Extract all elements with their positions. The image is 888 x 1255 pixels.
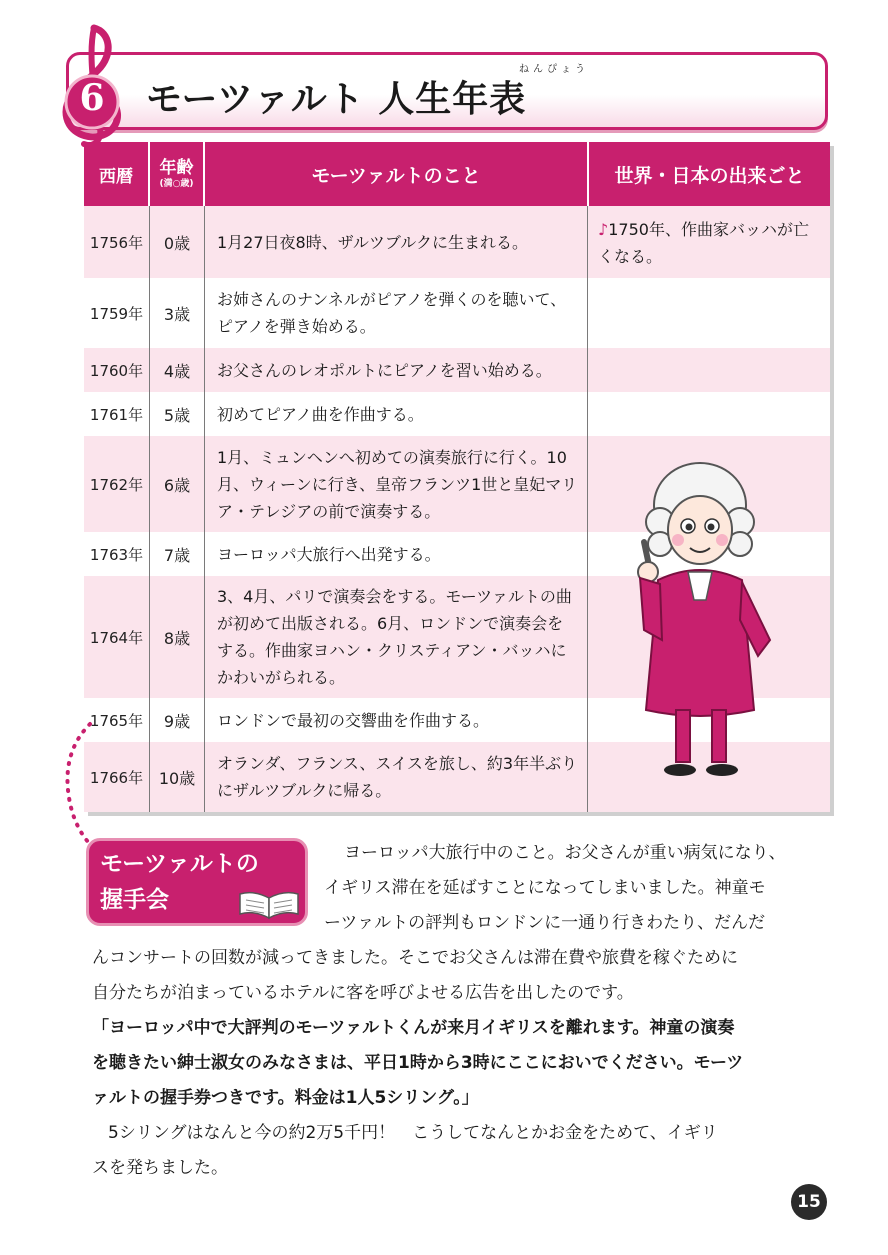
header-world: 世界・日本の出来ごと bbox=[614, 164, 805, 187]
table-row bbox=[84, 742, 588, 812]
page-number: 15 bbox=[791, 1184, 827, 1220]
table-row bbox=[84, 392, 588, 436]
body-line: スを発ちました。 bbox=[92, 1158, 228, 1178]
body-line: イギリス滞在を延ばすことになってしまいました。神童モ bbox=[324, 878, 766, 898]
row-tint bbox=[588, 348, 830, 392]
table-row bbox=[84, 576, 588, 698]
world-event-note bbox=[598, 216, 823, 270]
row-year: 1761年 bbox=[84, 392, 150, 436]
table-row bbox=[84, 532, 588, 576]
row-year: 1756年 bbox=[84, 206, 150, 278]
body-line: ヨーロッパ大旅行中のこと。お父さんが重い病気になり、 bbox=[344, 843, 786, 863]
section-title-line1: モーツァルトの bbox=[100, 851, 259, 877]
row-event: 初めてピアノ曲を作曲する。 bbox=[205, 392, 588, 436]
row-event: オランダ、フランス、スイスを旅し、約3年半ぶりにザルツブルクに帰る。 bbox=[205, 742, 588, 812]
row-event: お姉さんのナンネルがピアノを弾くのを聴いて、ピアノを弾き始める。 bbox=[205, 278, 588, 348]
row-age: 8歳 bbox=[150, 576, 205, 698]
section-title-line2: 握手会 bbox=[100, 887, 169, 913]
chapter-number: 6 bbox=[79, 77, 105, 119]
table-header bbox=[84, 142, 830, 206]
quote-line: ァルトの握手券つきです。料金は1人5シリング。」 bbox=[92, 1088, 479, 1108]
row-year: 1760年 bbox=[84, 348, 150, 392]
header-year: 西暦 bbox=[84, 142, 150, 206]
title-ruby: ねんぴょう bbox=[519, 64, 589, 75]
row-event: ヨーロッパ大旅行へ出発する。 bbox=[205, 532, 588, 576]
row-event: ロンドンで最初の交響曲を作曲する。 bbox=[205, 698, 588, 742]
row-event: 3、4月、パリで演奏会をする。モーツァルトの曲が初めて出版される。6月、ロンドンで演奏会をする。作曲家ヨハン・クリスティアン・バッハにかわいがられる。 bbox=[205, 576, 588, 698]
row-age: 5歳 bbox=[150, 392, 205, 436]
table-row bbox=[84, 206, 588, 278]
body-line: 5シリングはなんと今の約2万5千円！ こうしてなんとかお金をためて、イギリ bbox=[108, 1123, 718, 1143]
mozart-illustration bbox=[630, 460, 800, 790]
table-row bbox=[84, 278, 588, 348]
header-mozart: モーツァルトのこと bbox=[205, 142, 589, 206]
row-event: 1月27日夜8時、ザルツブルクに生まれる。 bbox=[205, 206, 588, 278]
body-line: ーツァルトの評判もロンドンに一通り行きわたり、だんだ bbox=[324, 913, 766, 933]
open-book-icon bbox=[236, 888, 302, 924]
row-event: お父さんのレオポルトにピアノを習い始める。 bbox=[205, 348, 588, 392]
row-year: 1762年 bbox=[84, 436, 150, 532]
row-age: 0歳 bbox=[150, 206, 205, 278]
body-line: んコンサートの回数が減ってきました。そこでお父さんは滞在費や旅費を稼ぐために bbox=[92, 948, 738, 968]
row-year: 1766年 bbox=[84, 742, 150, 812]
table-row bbox=[84, 348, 588, 392]
header-age-note: (満○歳) bbox=[159, 179, 194, 189]
table-row bbox=[84, 698, 588, 742]
page-title: モーツァルト 人生年表 bbox=[146, 79, 527, 120]
row-year: 1764年 bbox=[84, 576, 150, 698]
row-age: 7歳 bbox=[150, 532, 205, 576]
quote-line: を聴きたい紳士淑女のみなさまは、平日1時から3時にここにおいでください。モーツ bbox=[92, 1053, 744, 1073]
row-age: 3歳 bbox=[150, 278, 205, 348]
quote-line: 「ヨーロッパ中で大評判のモーツァルトくんが来月イギリスを離れます。神童の演奏 bbox=[92, 1018, 735, 1038]
music-note-icon: ♪ bbox=[598, 220, 609, 239]
body-line: 自分たちが泊まっているホテルに客を呼びよせる広告を出したのです。 bbox=[92, 983, 634, 1003]
row-year: 1763年 bbox=[84, 532, 150, 576]
header-age-label: 年齢 bbox=[159, 158, 194, 178]
row-age: 4歳 bbox=[150, 348, 205, 392]
world-event-text: 1750年、作曲家バッハが亡くなる。 bbox=[598, 220, 809, 266]
row-age: 6歳 bbox=[150, 436, 205, 532]
row-event: 1月、ミュンヘンへ初めての演奏旅行に行く。10月、ウィーンに行き、皇帝フランツ1世と皇妃マリア・テレジアの前で演奏する。 bbox=[205, 436, 588, 532]
row-age: 9歳 bbox=[150, 698, 205, 742]
row-year: 1765年 bbox=[84, 698, 150, 742]
row-age: 10歳 bbox=[150, 742, 205, 812]
table-row bbox=[84, 436, 588, 532]
row-year: 1759年 bbox=[84, 278, 150, 348]
header-age bbox=[150, 142, 205, 206]
